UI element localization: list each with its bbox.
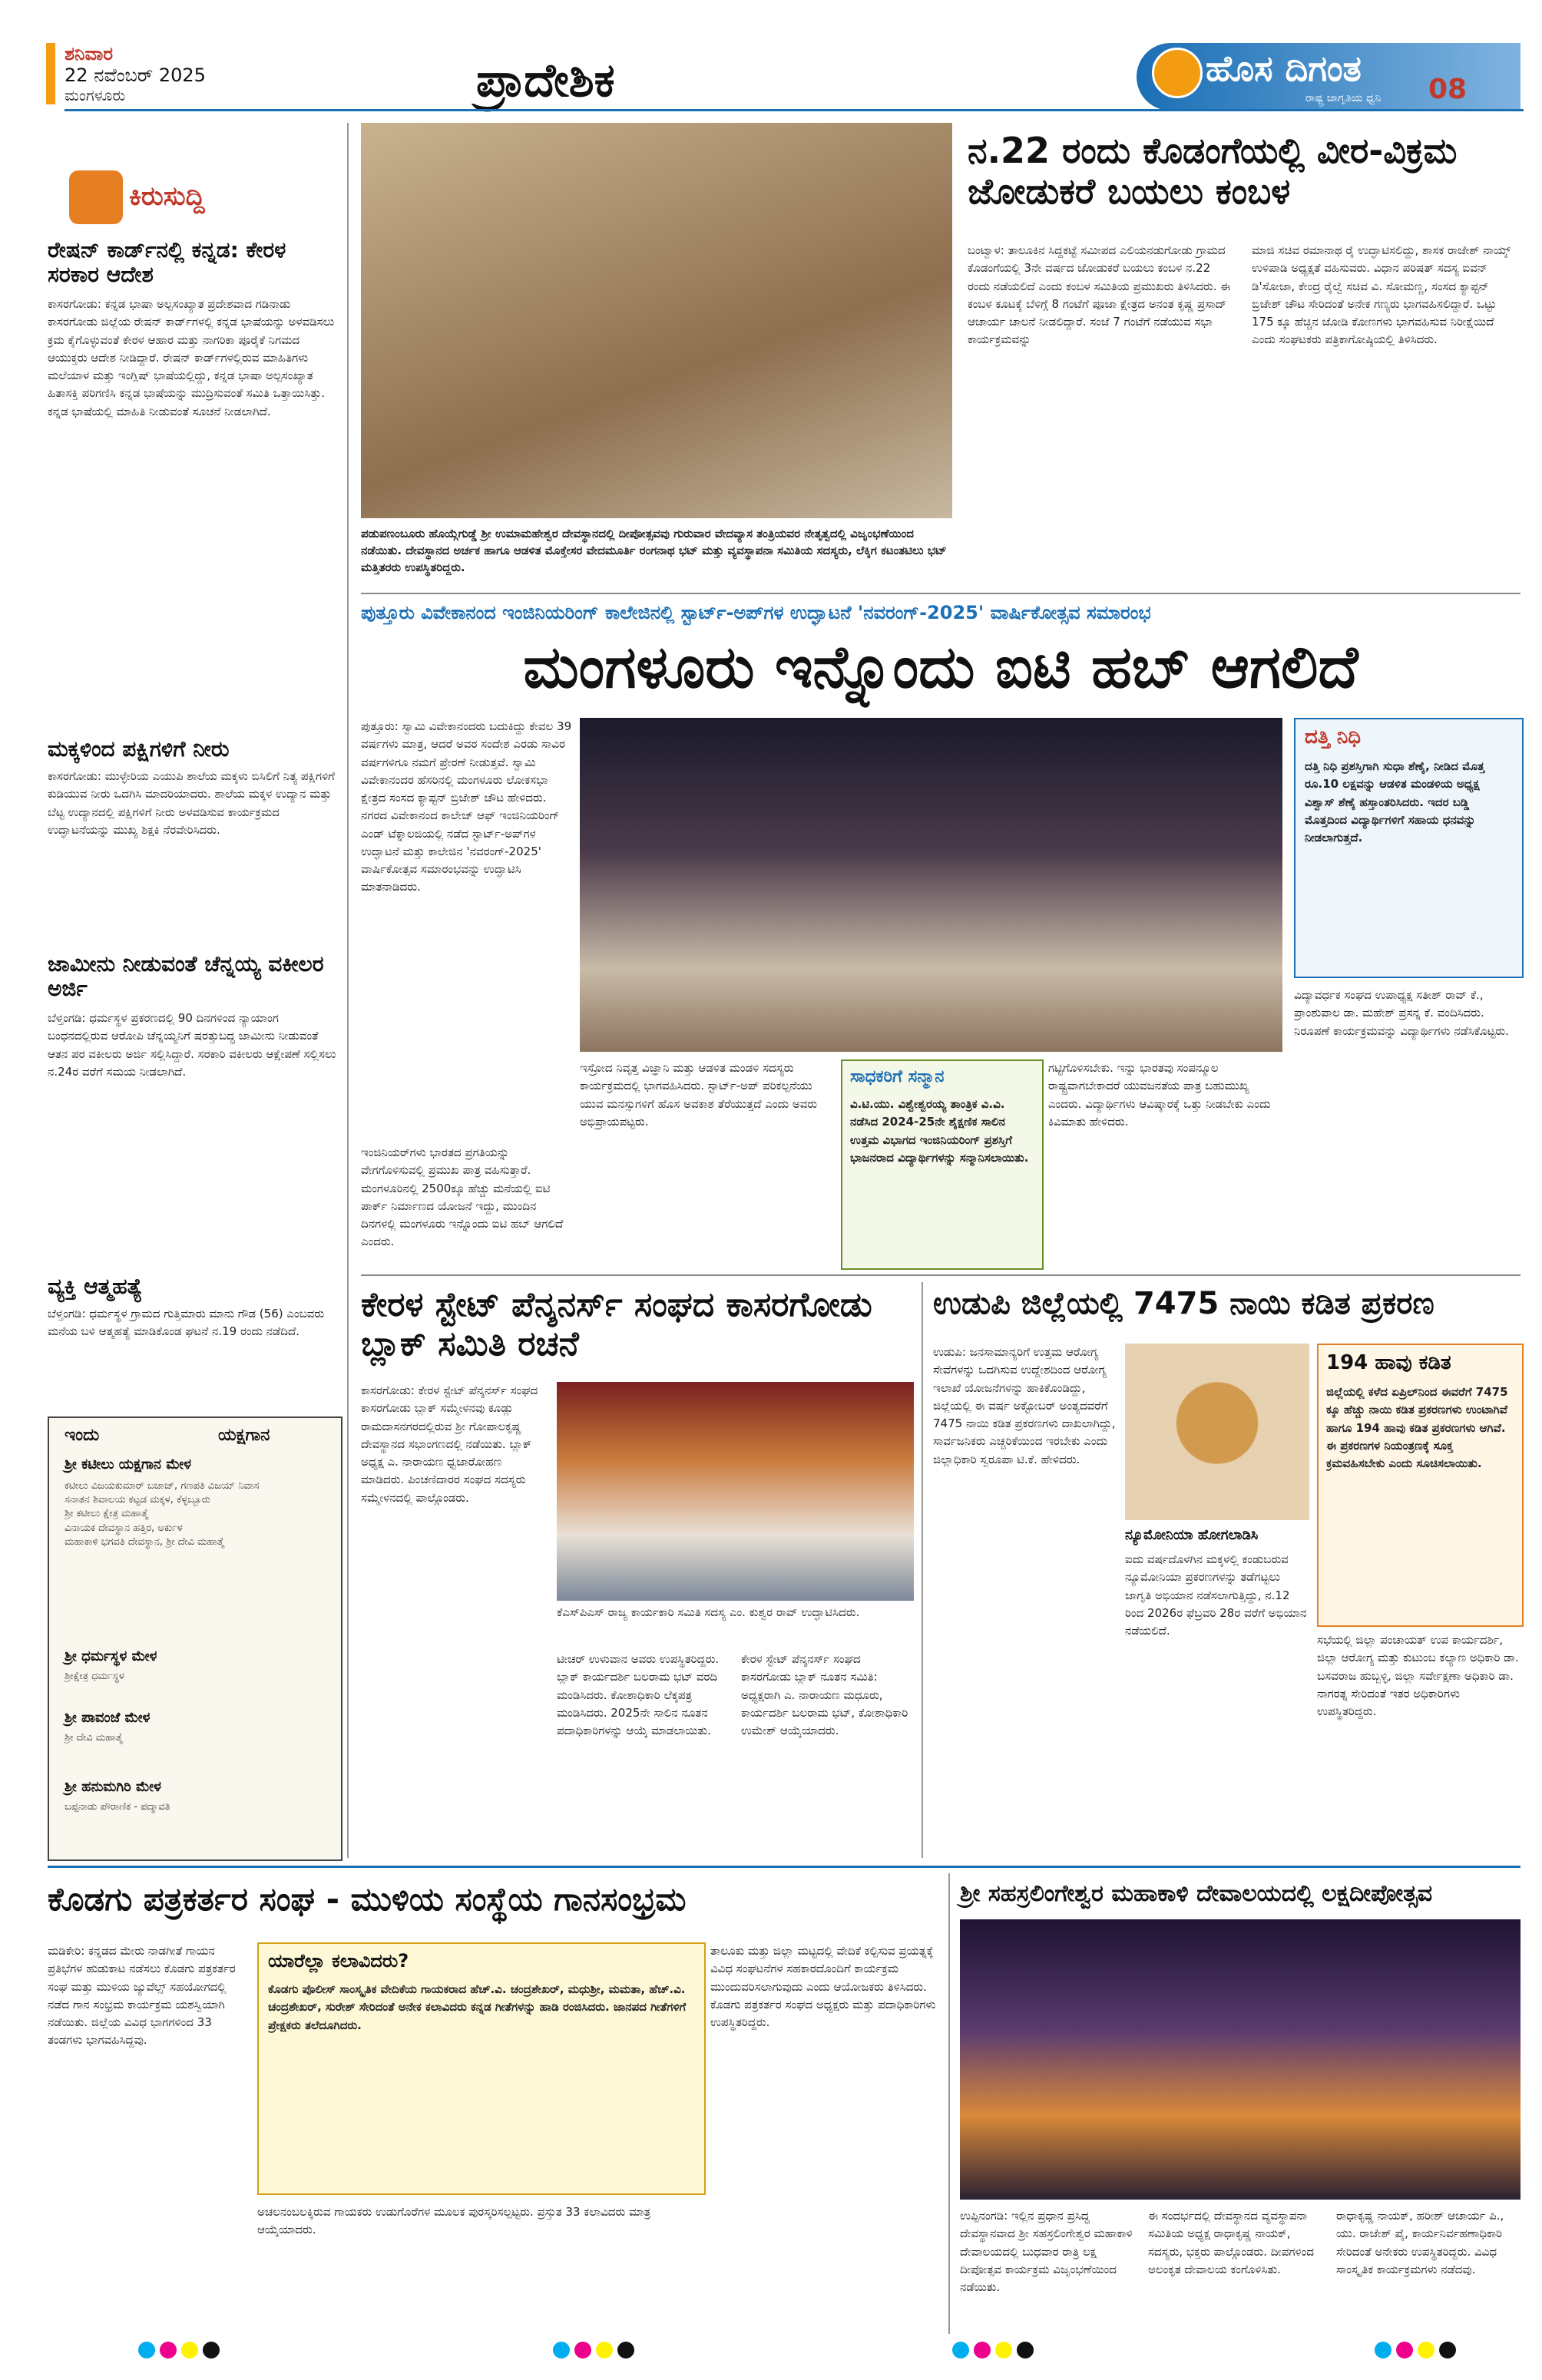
brief-headline: ಜಾಮೀನು ನೀಡುವಂತೆ ಚೆನ್ನಯ್ಯ ವಕೀಲರ ಅರ್ಜಿ bbox=[48, 951, 324, 1002]
mela-row: ಶ್ರೀಕ್ಷೇತ್ರ ಧರ್ಮಸ್ಥಳ bbox=[65, 1671, 124, 1682]
snake-bite-box bbox=[1317, 1344, 1524, 1627]
yakshagana-title: ಯಕ್ಷಗಾನ bbox=[218, 1426, 270, 1445]
top-story-headline: ನ.22 ರಂದು ಕೊಡಂಗೆಯಲ್ಲಿ ವೀರ-ವಿಕ್ರಮ ಜೋಡುಕರೆ ಬಯಲು ಕಂಬಳ bbox=[968, 130, 1458, 212]
magenta-dot-icon bbox=[1396, 2342, 1413, 2359]
top-story-col: ಮಾಜಿ ಸಚಿವ ರಮಾನಾಥ ರೈ ಉದ್ಘಾಟಿಸಲಿದ್ದು, ಶಾಸಕ ರಾಜೇಶ್ ನಾಯ್ಕ್ ಉಳಿಪಾಡಿ ಅಧ್ಯಕ್ಷತೆ ವಹಿಸುವರು. ವಿಧಾನ ಪರಿಷತ್ ಸದಸ್ಯ ಐವನ್ ಡಿ'ಸೋಜಾ, ಕೇಂದ್ರ ರೈಲ್ವೆ ಸಚಿವ ವಿ. ಸೋಮಣ್ಣ, ಸಂಸದ ಕ್ಯಾಪ್ಟನ್ ಬ್ರಿಜೇಶ್ ಚೌಟ ಸೇರಿದಂತೆ ಅನೇಕ ಗಣ್ಯರು ಭಾಗವಹಿಸಲಿದ್ದಾರೆ. ಒಟ್ಟು 175 ಕ್ಕೂ ಹೆಚ್ಚಿನ ಜೋಡಿ ಕೋಣಗಳು ಭಾಗವಹಿಸುವ ನಿರೀಕ್ಷೆಯಿದೆ ಎಂದು ಸಂಘಟಕರು ಪತ್ರಿಕಾಗೋಷ್ಠಿಯಲ್ಲಿ ತಿಳಿಸಿದರು. bbox=[1252, 243, 1511, 347]
hand-icon bbox=[69, 170, 123, 224]
cyan-dot-icon bbox=[952, 2342, 969, 2359]
mela-row: ಕಟೀಲು ವಿಜಯಕುಮಾರ್ ಬಜಾಜ್, ಗಣಪತಿ ವಿಜಯ್ ನಿವಾಸ bbox=[65, 1480, 260, 1492]
black-dot-icon bbox=[1439, 2342, 1456, 2359]
black-dot-icon bbox=[617, 2342, 634, 2359]
box-body: ವಿ.ಟಿ.ಯು. ವಿಶ್ವೇಶ್ವರಯ್ಯ ತಾಂತ್ರಿಕ ವಿ.ವಿ. ನಡೆಸಿದ 2024-25ನೇ ಶೈಕ್ಷಣಿಕ ಸಾಲಿನ ಉತ್ತಮ ವಿಭಾಗದ ಇಂಜಿನಿಯರಿಂಗ್ ಪ್ರಶಸ್ತಿಗೆ ಭಾಜನರಾದ ವಿದ್ಯಾರ್ಥಿಗಳನ್ನು ಸನ್ಮಾನಿಸಲಾಯಿತು. bbox=[850, 1097, 1029, 1165]
yakshagana-box bbox=[48, 1416, 342, 1861]
magenta-dot-icon bbox=[160, 2342, 177, 2359]
brief-body: ಬೆಳ್ತಂಗಡಿ: ಧರ್ಮಸ್ಥಳ ಗ್ರಾಮದ ಗುತ್ತಿಮಾರು ಮಾನು ಗೌಡ (56) ಎಂಬವರು ಮನೆಯ ಬಳಿ ಆತ್ಮಹತ್ಯೆ ಮಾಡಿಕೊಂಡ ಘಟನೆ ನ.19 ರಂದು ನಡೆದಿದೆ. bbox=[48, 1307, 325, 1339]
cyan-dot-icon bbox=[553, 2342, 570, 2359]
mela-name: ಶ್ರೀ ಪಾವಂಜೆ ಮೇಳ bbox=[65, 1710, 151, 1726]
magenta-dot-icon bbox=[974, 2342, 991, 2359]
header-accent-bar bbox=[46, 43, 55, 104]
lead-col: ಗಟ್ಟಿಗೊಳಿಸಬೇಕು. ಇನ್ನು ಭಾರತವು ಸಂಪನ್ಮೂಲ ರಾಷ್ಟ್ರವಾಗಬೇಕಾದರೆ ಯುವಜನತೆಯ ಪಾತ್ರ ಬಹುಮುಖ್ಯ ಎಂದರು. ವಿದ್ಯಾರ್ಥಿಗಳು ಆವಿಷ್ಕಾರಕ್ಕೆ ಒತ್ತು ನೀಡಬೇಕು ಎಂದು ಕಿವಿಮಾತು ಹೇಳಿದರು. bbox=[1048, 1061, 1271, 1129]
artists-box bbox=[257, 1942, 706, 2195]
brief-body: ಕಾಸರಗೋಡು: ಕನ್ನಡ ಭಾಷಾ ಅಲ್ಪಸಂಖ್ಯಾತ ಪ್ರದೇಶವಾದ ಗಡಿನಾಡು ಕಾಸರಗೋಡು ಜಿಲ್ಲೆಯ ರೇಷನ್ ಕಾರ್ಡ್‌ಗಳಲ್ಲಿ ಕನ್ನಡ ಭಾಷೆಯನ್ನು ಅಳವಡಿಸಲು ಕ್ರಮ ಕೈಗೊಳ್ಳುವಂತೆ ಕೇರಳ ಆಹಾರ ಮತ್ತು ನಾಗರಿಕಾ ಪೂರೈಕೆ ನಿಗಮದ ಆಯುಕ್ತರು ಆದೇಶ ನೀಡಿದ್ದಾರೆ. ರೇಷನ್ ಕಾರ್ಡ್‌ಗಳಲ್ಲಿರುವ ಮಾಹಿತಿಗಳು ಮಲೆಯಾಳ ಮತ್ತು ಇಂಗ್ಲಿಷ್ ಭಾಷೆಯಲ್ಲಿದ್ದು, ಕನ್ನಡ ಭಾಷಾ ಅಲ್ಪಸಂಖ್ಯಾತ ಹಿತಾಸಕ್ತಿ ಪರಿಗಣಿಸಿ ಕನ್ನಡ ಭಾಷೆಯನ್ನು ಮುದ್ರಿಸುವಂತೆ ಸಮಿತಿ ಒತ್ತಾಯಿಸಿತ್ತು. ಕನ್ನಡ ಭಾಷೆಯಲ್ಲಿ ಮಾಹಿತಿ ನೀಡುವಂತೆ ಸೂಚನೆ ನೀಡಲಾಗಿದೆ. bbox=[48, 297, 335, 418]
mela-row: ವಿನಾಯಕ ದೇವಸ್ಥಾನ ಹತ್ತಿರ, ಅರ್ಕುಳ bbox=[65, 1522, 183, 1534]
cyan-dot-icon bbox=[138, 2342, 155, 2359]
lead-headline: ಮಂಗಳೂರು ಇನ್ನೊಂದು ಐಟಿ ಹಬ್ ಆಗಲಿದೆ bbox=[523, 633, 1358, 701]
photo-caption: ಕೆಎಸ್‌ಪಿಎಸ್ ರಾಜ್ಯ ಕಾರ್ಯಕಾರಿ ಸಮಿತಿ ಸದಸ್ಯ ಎಂ. ಕುಶ್ವರ ರಾವ್ ಉದ್ಘಾಟಿಸಿದರು. bbox=[557, 1605, 860, 1619]
yellow-dot-icon bbox=[995, 2342, 1012, 2359]
lead-col: ಇಸ್ರೋದ ನಿವೃತ್ತ ವಿಜ್ಞಾನಿ ಮತ್ತು ಆಡಳಿತ ಮಂಡಳಿ ಸದಸ್ಯರು ಕಾರ್ಯಕ್ರಮದಲ್ಲಿ ಭಾಗವಹಿಸಿದರು. ಸ್ಟಾರ್ಟ್-ಅಪ್ ಪರಿಕಲ್ಪನೆಯು ಯುವ ಮನಸ್ಸುಗಳಿಗೆ ಹೊಸ ಅವಕಾಶ ತೆರೆಯುತ್ತದೆ ಎಂದು ಅವರು ಅಭಿಪ್ರಾಯಪಟ್ಟರು. bbox=[580, 1061, 818, 1129]
brand-tagline: ರಾಷ್ಟ್ರ ಜಾಗೃತಿಯ ಧ್ವನಿ bbox=[1305, 92, 1382, 104]
yellow-dot-icon bbox=[181, 2342, 198, 2359]
registration-marks bbox=[952, 2342, 1038, 2362]
deepotsava-headline: ಶ್ರೀ ಸಹಸ್ರಲಿಂಗೇಶ್ವರ ಮಹಾಕಾಳಿ ದೇವಾಲಯದಲ್ಲಿ ಲಕ್ಷದೀಪೋತ್ಸವ bbox=[960, 1880, 1433, 1907]
kodagu-col: ತಾಲೂಕು ಮತ್ತು ಜಿಲ್ಲಾ ಮಟ್ಟದಲ್ಲಿ ವೇದಿಕೆ ಕಲ್ಪಿಸುವ ಪ್ರಯತ್ನಕ್ಕೆ ವಿವಿಧ ಸಂಘಟನೆಗಳ ಸಹಕಾರದೊಂದಿಗೆ ಕಾರ್ಯಕ್ರಮ ಮುಂದುವರಿಸಲಾಗುವುದು ಎಂದು ಆಯೋಜಕರು ತಿಳಿಸಿದರು. ಕೊಡಗು ಪತ್ರಕರ್ತರ ಸಂಘದ ಅಧ್ಯಕ್ಷರು ಮತ್ತು ಪದಾಧಿಕಾರಿಗಳು ಉಪಸ್ಥಿತರಿದ್ದರು. bbox=[710, 1944, 936, 2029]
black-dot-icon bbox=[203, 2342, 220, 2359]
box-title: ಸಾಧಕರಿಗೆ ಸನ್ಮಾನ bbox=[850, 1067, 945, 1086]
dog-photo bbox=[1125, 1344, 1309, 1520]
deepotsava-col: ಉಪ್ಪಿನಂಗಡಿ: ಇಲ್ಲಿನ ಪ್ರಧಾನ ಪ್ರಸಿದ್ಧ ದೇವಸ್ಥಾನವಾದ ಶ್ರೀ ಸಹಸ್ರಲಿಂಗೇಶ್ವರ ಮಹಾಕಾಳಿ ದೇವಾಲಯದಲ್ಲಿ ಬುಧವಾರ ರಾತ್ರಿ ಲಕ್ಷ ದೀಪೋತ್ಸವ ಕಾರ್ಯಕ್ರಮ ವಿಜೃಂಭಣೆಯಿಂದ ನಡೆಯಿತು. bbox=[960, 2209, 1133, 2294]
header-day: ಶನಿವಾರ bbox=[65, 43, 114, 64]
box-body: ಜಿಲ್ಲೆಯಲ್ಲಿ ಕಳೆದ ಏಪ್ರಿಲ್‌ನಿಂದ ಈವರೆಗೆ 7475 ಕ್ಕೂ ಹೆಚ್ಚು ನಾಯಿ ಕಡಿತ ಪ್ರಕರಣಗಳು ಉಂಟಾಗಿವೆ ಹಾಗೂ 194 ಹಾವು ಕಡಿತ ಪ್ರಕರಣಗಳು ಆಗಿವೆ. ಈ ಪ್ರಕರಣಗಳ ನಿಯಂತ್ರಣಕ್ಕೆ ಸೂಕ್ತ ಕ್ರಮವಹಿಸಬೇಕು ಎಂದು ಸೂಚಿಸಲಾಯಿತು. bbox=[1326, 1385, 1508, 1470]
kodagu-headline: ಕೊಡಗು ಪತ್ರಕರ್ತರ ಸಂಘ - ಮುಳಿಯ ಸಂಸ್ಥೆಯ ಗಾನಸಂಭ್ರಮ bbox=[48, 1880, 687, 1918]
inauguration-stage-photo bbox=[580, 718, 1282, 1052]
column-divider bbox=[922, 1282, 923, 1858]
lakshadeepotsava-photo bbox=[960, 1919, 1520, 2200]
page-number: 08 bbox=[1428, 74, 1468, 105]
header-city: ಮಂಗಳೂರು bbox=[65, 86, 126, 104]
header-rule bbox=[65, 109, 1524, 111]
header-date: 22 ನವೆಂಬರ್ 2025 bbox=[65, 64, 206, 86]
brand-logo-icon bbox=[1152, 48, 1203, 98]
black-dot-icon bbox=[1017, 2342, 1034, 2359]
datti-nidhi-box bbox=[1294, 718, 1524, 978]
mela-name: ಶ್ರೀ ಹನುಮಗಿರಿ ಮೇಳ bbox=[65, 1779, 161, 1795]
column-divider bbox=[948, 1873, 950, 2334]
mela-row: ಶ್ರೀ ದೇವಿ ಮಹಾತ್ಮೆ bbox=[65, 1732, 123, 1744]
lead-col: ಇಂಜಿನಿಯರ್‌ಗಳು ಭಾರತದ ಪ್ರಗತಿಯನ್ನು ವೇಗಗೊಳಿಸುವಲ್ಲಿ ಪ್ರಮುಖ ಪಾತ್ರ ವಹಿಸುತ್ತಾರೆ. ಮಂಗಳೂರಿನಲ್ಲಿ 2500ಕ್ಕೂ ಹೆಚ್ಚು ಮನೆಯಲ್ಲಿ ಐಟಿ ಪಾರ್ಕ್ ನಿರ್ಮಾಣದ ಯೋಜನೆ ಇದ್ದು, ಮುಂದಿನ ದಿನಗಳಲ್ಲಿ ಮಂಗಳೂರು ಇನ್ನೊಂದು ಐಟಿ ಹಬ್ ಆಗಲಿದೆ ಎಂದರು. bbox=[361, 1145, 564, 1249]
brief-headline: ರೇಷನ್ ಕಾರ್ಡ್‌ನಲ್ಲಿ ಕನ್ನಡ: ಕೇರಳ ಸರಕಾರ ಆದೇಶ bbox=[48, 237, 286, 288]
row-divider bbox=[361, 593, 1520, 594]
lead-col: ಪುತ್ತೂರು: ಸ್ವಾಮಿ ವಿವೇಕಾನಂದರು ಬದುಕಿದ್ದು ಕೇವಲ 39 ವರ್ಷಗಳು ಮಾತ್ರ, ಆದರೆ ಅವರ ಸಂದೇಶ ಎರಡು ಸಾವಿರ ವರ್ಷಗಳಿಗೂ ನಮಗೆ ಪ್ರೇರಣೆ ನೀಡುತ್ತವೆ. ಸ್ವಾಮಿ ವಿವೇಕಾನಂದರ ಹೆಸರಿನಲ್ಲಿ ಮಂಗಳೂರು ಲೋಕಸಭಾ ಕ್ಷೇತ್ರದ ಸಂಸದ ಕ್ಯಾಪ್ಟನ್ ಬ್ರಿಜೇಶ್ ಚೌಟ ಹೇಳಿದರು. ನಗರದ ವಿವೇಕಾನಂದ ಕಾಲೇಜ್ ಆಫ್ ಇಂಜಿನಿಯರಿಂಗ್ ಎಂಡ್ ಟೆಕ್ನಾಲಜಿಯಲ್ಲಿ ನಡೆದ ಸ್ಟಾರ್ಟ್-ಅಪ್‌ಗಳ ಉದ್ಘಾಟನೆ ಮತ್ತು ಕಾಲೇಜಿನ 'ನವರಂಗ್-2025' ವಾರ್ಷಿಕೋತ್ಸವ ಸಮಾರಂಭವನ್ನು ಉದ್ಘಾಟಿಸಿ ಮಾತನಾಡಿದರು. bbox=[361, 719, 572, 894]
dogs-subhead: ನ್ಯೂಮೋನಿಯಾ ಹೋಗಲಾಡಿಸಿ bbox=[1125, 1527, 1259, 1543]
brand-name: ಹೊಸ ದಿಗಂತ bbox=[1206, 48, 1362, 89]
box-body: ದತ್ತಿ ನಿಧಿ ಪ್ರಶಸ್ತಿಗಾಗಿ ಸುಧಾ ಶೆಣೈ, ನೀಡಿದ ಮೊತ್ತ ರೂ.10 ಲಕ್ಷವನ್ನು ಆಡಳಿತ ಮಂಡಳಿಯ ಅಧ್ಯಕ್ಷ ವಿಶ್ವಾಸ್ ಶೆಣೈ ಹಸ್ತಾಂತರಿಸಿದರು. ಇದರ ಬಡ್ಡಿ ಮೊತ್ತದಿಂದ ವಿದ್ಯಾರ್ಥಿಗಳಿಗೆ ಸಹಾಯ ಧನವನ್ನು ನೀಡಲಾಗುತ್ತದೆ. bbox=[1305, 759, 1485, 845]
lead-kicker: ಪುತ್ತೂರು ವಿವೇಕಾನಂದ ಇಂಜಿನಿಯರಿಂಗ್ ಕಾಲೇಜಿನಲ್ಲಿ ಸ್ಟಾರ್ಟ್-ಅಪ್‌ಗಳ ಉದ್ಘಾಟನೆ 'ನವರಂಗ್-2025' ವಾರ್ಷಿಕೋತ್ಸವ ಸಮಾರಂಭ bbox=[361, 602, 1151, 623]
kodagu-col: ಮಡಿಕೇರಿ: ಕನ್ನಡದ ಮೇರು ನಾಡಗೀತೆ ಗಾಯನ ಪ್ರತಿಭೆಗಳ ಹುಡುಕಾಟ ನಡೆಸಲು ಕೊಡಗು ಪತ್ರಕರ್ತರ ಸಂಘ ಮತ್ತು ಮುಳಿಯ ಜ್ಯುವೆಲ್ಸ್ ಸಹಯೋಗದಲ್ಲಿ ನಡೆದ ಗಾನ ಸಂಭ್ರಮ ಕಾರ್ಯಕ್ರಮ ಯಶಸ್ವಿಯಾಗಿ ನಡೆಯಿತು. ಜಿಲ್ಲೆಯ ವಿವಿಧ ಭಾಗಗಳಿಂದ 33 ತಂಡಗಳು ಭಾಗವಹಿಸಿದ್ದವು. bbox=[48, 1944, 236, 2048]
yellow-dot-icon bbox=[1418, 2342, 1434, 2359]
box-title: ದತ್ತಿ ನಿಧಿ bbox=[1305, 726, 1362, 749]
pension-col: ಕೇರಳ ಸ್ಟೇಟ್ ಪೆನ್ಶನರ್ಸ್ ಸಂಘದ ಕಾಸರಗೋಡು ಬ್ಲಾಕ್ ನೂತನ ಸಮಿತಿ: ಅಧ್ಯಕ್ಷರಾಗಿ ಎ. ನಾರಾಯಣ ಮಧೂರು, ಕಾರ್ಯದರ್ಶಿ ಬಲರಾಮ ಭಟ್, ಕೋಶಾಧಿಕಾರಿ ಉಮೇಶ್ ಆಯ್ಕೆಯಾದರು. bbox=[741, 1652, 908, 1737]
section-title: ಪ್ರಾದೇಶಿಕ bbox=[476, 54, 615, 107]
kodagu-col: ಅಚಲನಂಬಲಕ್ಕಿರುವ ಗಾಯಕರು ಉಡುಗೊರೆಗಳ ಮೂಲಕ ಪುರಸ್ಕರಿಸಲ್ಪಟ್ಟರು. ಪ್ರಸ್ತುತ 33 ಕಲಾವಿದರು ಮಾತ್ರ ಆಯ್ಕೆಯಾದರು. bbox=[257, 2205, 651, 2237]
pension-col: ಟೀಚರ್ ಉಳುವಾನ ಅವರು ಉಪಸ್ಥಿತರಿದ್ದರು. ಬ್ಲಾಕ್ ಕಾರ್ಯದರ್ಶಿ ಬಲರಾಮ ಭಟ್ ವರದಿ ಮಂಡಿಸಿದರು. ಕೋಶಾಧಿಕಾರಿ ಲೆಕ್ಕಪತ್ರ ಮಂಡಿಸಿದರು. 2025ನೇ ಸಾಲಿನ ನೂತನ ಪದಾಧಿಕಾರಿಗಳನ್ನು ಆಯ್ಕೆ ಮಾಡಲಾಯಿತು. bbox=[557, 1652, 720, 1737]
yellow-dot-icon bbox=[596, 2342, 613, 2359]
registration-marks bbox=[138, 2342, 224, 2362]
brief-body: ಕಾಸರಗೋಡು: ಮುಳ್ಳೇರಿಯ ಎಯುಪಿ ಶಾಲೆಯ ಮಕ್ಕಳು ಬಿಸಿಲಿಗೆ ನಿತ್ಯ ಪಕ್ಷಿಗಳಿಗೆ ಕುಡಿಯುವ ನೀರು ಒದಗಿಸಿ ಮಾದರಿಯಾದರು. ಶಾಲೆಯ ಮಕ್ಕಳ ಉದ್ಯಾನ ಮತ್ತು ಬೆಟ್ಟ ಉದ್ಯಾನದಲ್ಲಿ ಪಕ್ಷಿಗಳಿಗೆ ನೀರು ಅಳವಡಿಸುವ ಕಾರ್ಯಕ್ರಮದ ಉದ್ಘಾಟನೆಯನ್ನು ಮುಖ್ಯ ಶಿಕ್ಷಕಿ ನೆರವೇರಿಸಿದರು. bbox=[48, 769, 335, 837]
box-body: ಕೊಡಗು ಪೊಲೀಸ್ ಸಾಂಸ್ಕೃತಿಕ ವೇದಿಕೆಯ ಗಾಯಕರಾದ ಹೆಚ್.ವಿ. ಚಂದ್ರಶೇಖರ್, ಮಧುಶ್ರೀ, ಮಮತಾ, ಹೆಚ್.ವಿ. ಚಂದ್ರಶೇಖರ್, ಸುರೇಶ್ ಸೇರಿದಂತೆ ಅನೇಕ ಕಲಾವಿದರು ಕನ್ನಡ ಗೀತೆಗಳನ್ನು ಹಾಡಿ ರಂಜಿಸಿದರು. ಜಾನಪದ ಗೀತೆಗಳಿಗೆ ಪ್ರೇಕ್ಷಕರು ತಲೆದೂಗಿದರು. bbox=[268, 1982, 687, 2032]
brief-headline: ಮಕ್ಕಳಿಂದ ಪಕ್ಷಿಗಳಿಗೆ ನೀರು bbox=[48, 736, 230, 762]
brief-headline: ವ್ಯಕ್ತಿ ಆತ್ಮಹತ್ಯೆ bbox=[48, 1274, 143, 1299]
column-divider bbox=[347, 123, 349, 1858]
row-divider bbox=[361, 1274, 1520, 1276]
top-story-col: ಬಂಟ್ವಾಳ: ತಾಲೂಕಿನ ಸಿದ್ದಕಟ್ಟೆ ಸಮೀಪದ ಎಲಿಯನಡುಗೋಡು ಗ್ರಾಮದ ಕೊಡಂಗೆಯಲ್ಲಿ 3ನೇ ವರ್ಷದ ಜೋಡುಕರೆ ಬಯಲು ಕಂಬಳ ನ.22 ರಂದು ನಡೆಯಲಿದೆ ಎಂದು ಕಂಬಳ ಸಮಿತಿಯ ಪ್ರಮುಖರು ತಿಳಿಸಿದರು. ಈ ಕಂಬಳ ಕೂಟಕ್ಕೆ ಬೆಳಿಗ್ಗೆ 8 ಗಂಟೆಗೆ ಪೂಜಾ ಕ್ಷೇತ್ರದ ಅನಂತ ಕೃಷ್ಣ ಪ್ರಸಾದ್ ಆಚಾರ್ಯ ಚಾಲನೆ ನೀಡಲಿದ್ದಾರೆ. ಸಂಜೆ 7 ಗಂಟೆಗೆ ನಡೆಯುವ ಸಭಾ ಕಾರ್ಯಕ್ರಮವನ್ನು bbox=[968, 243, 1231, 347]
deepotsava-col: ಈ ಸಂದರ್ಭದಲ್ಲಿ ದೇವಸ್ಥಾನದ ವ್ಯವಸ್ಥಾಪನಾ ಸಮಿತಿಯ ಅಧ್ಯಕ್ಷ ರಾಧಾಕೃಷ್ಣ ನಾಯಕ್, ಸದಸ್ಯರು, ಭಕ್ತರು ಪಾಲ್ಗೊಂಡರು. ದೀಪಗಳಿಂದ ಅಲಂಕೃತ ದೇವಾಲಯ ಕಂಗೊಳಿಸಿತು. bbox=[1148, 2209, 1315, 2276]
sadhaka-box bbox=[841, 1059, 1044, 1270]
box-title: ಯಾರೆಲ್ಲಾ ಕಲಾವಿದರು? bbox=[268, 1950, 409, 1972]
pension-headline: ಕೇರಳ ಸ್ಟೇಟ್ ಪೆನ್ಶನರ್ಸ್ ಸಂಘದ ಕಾಸರಗೋಡು ಬ್ಲಾಕ್ ಸಮಿತಿ ರಚನೆ bbox=[361, 1285, 872, 1364]
registration-marks bbox=[1375, 2342, 1461, 2362]
pension-col: ಕಾಸರಗೋಡು: ಕೇರಳ ಸ್ಟೇಟ್ ಪೆನ್ಶನರ್ಸ್ ಸಂಘದ ಕಾಸರಗೋಡು ಬ್ಲಾಕ್ ಸಮ್ಮೇಳನವು ಕೂಡ್ಲು ರಾಮದಾಸನಗರದಲ್ಲಿರುವ ಶ್ರೀ ಗೋಪಾಲಕೃಷ್ಣ ದೇವಸ್ಥಾನದ ಸಭಾಂಗಣದಲ್ಲಿ ನಡೆಯಿತು. ಬ್ಲಾಕ್ ಅಧ್ಯಕ್ಷ ಎ. ನಾರಾಯಣ ಧ್ವಜಾರೋಹಣ ಮಾಡಿದರು. ಪಿಂಚಣಿದಾರರ ಸಂಘದ ಸದಸ್ಯರು ಸಮ್ಮೇಳನದಲ್ಲಿ ಪಾಲ್ಗೊಂಡರು. bbox=[361, 1383, 538, 1505]
mela-name: ಶ್ರೀ ಕಟೀಲು ಯಕ್ಷಗಾನ ಮೇಳ bbox=[65, 1456, 191, 1473]
deepotsava-col: ರಾಧಾಕೃಷ್ಣ ನಾಯಕ್, ಹರೀಶ್ ಆಚಾರ್ಯ ಪಿ., ಯು. ರಾಜೇಶ್ ಪೈ, ಕಾರ್ಯನಿರ್ವಹಣಾಧಿಕಾರಿ ಸೇರಿದಂತೆ ಅನೇಕರು ಉಪಸ್ಥಿತರಿದ್ದರು. ವಿವಿಧ ಸಾಂಸ್ಕೃತಿಕ ಕಾರ್ಯಕ್ರಮಗಳು ನಡೆದವು. bbox=[1336, 2209, 1504, 2276]
dogs-col: ಉಡುಪಿ: ಜನಸಾಮಾನ್ಯರಿಗೆ ಉತ್ತಮ ಆರೋಗ್ಯ ಸೇವೆಗಳನ್ನು ಒದಗಿಸುವ ಉದ್ದೇಶದಿಂದ ಆರೋಗ್ಯ ಇಲಾಖೆ ಯೋಜನೆಗಳನ್ನು ಹಾಕಿಕೊಂಡಿದ್ದು, ಜಿಲ್ಲೆಯಲ್ಲಿ ಈ ವರ್ಷ ಅಕ್ಟೋಬರ್ ಅಂತ್ಯದವರೆಗೆ 7475 ನಾಯಿ ಕಡಿತ ಪ್ರಕರಣಗಳು ದಾಖಲಾಗಿದ್ದು, ಸಾರ್ವಜನಿಕರು ಎಚ್ಚರಿಕೆಯಿಂದ ಇರಬೇಕು ಎಂದು ಜಿಲ್ಲಾಧಿಕಾರಿ ಸ್ವರೂಪಾ ಟಿ.ಕೆ. ಹೇಳಿದರು. bbox=[933, 1345, 1116, 1466]
mela-row: ಮಹಾಕಾಳಿ ಭಗವತಿ ದೇವಸ್ಥಾನ, ಶ್ರೀ ದೇವಿ ಮಹಾತ್ಮೆ bbox=[65, 1535, 225, 1548]
mela-name: ಶ್ರೀ ಧರ್ಮಸ್ಥಳ ಮೇಳ bbox=[65, 1648, 157, 1664]
box-title: 194 ಹಾವು ಕಡಿತ bbox=[1326, 1351, 1451, 1374]
magenta-dot-icon bbox=[574, 2342, 591, 2359]
dogs-headline: ಉಡುಪಿ ಜಿಲ್ಲೆಯಲ್ಲಿ 7475 ನಾಯಿ ಕಡಿತ ಪ್ರಕರಣ bbox=[933, 1286, 1434, 1321]
temple-procession-photo bbox=[361, 123, 952, 518]
brief-body: ಬೆಳ್ತಂಗಡಿ: ಧರ್ಮಸ್ಥಳ ಪ್ರಕರಣದಲ್ಲಿ 90 ದಿನಗಳಿಂದ ನ್ಯಾಯಾಂಗ ಬಂಧನದಲ್ಲಿರುವ ಆರೋಪಿ ಚೆನ್ನಯ್ಯನಿಗೆ ಷರತ್ತುಬದ್ಧ ಜಾಮೀನು ನೀಡುವಂತೆ ಆತನ ಪರ ವಕೀಲರು ಅರ್ಜಿ ಸಲ್ಲಿಸಿದ್ದಾರೆ. ಸರಕಾರಿ ವಕೀಲರು ಆಕ್ಷೇಪಣೆ ಸಲ್ಲಿಸಲು ನ.24ರ ವರೆಗೆ ಸಮಯ ನೀಡಲಾಗಿದೆ. bbox=[48, 1011, 336, 1079]
pension-meeting-photo bbox=[557, 1382, 914, 1601]
registration-marks bbox=[553, 2342, 639, 2362]
mela-row: ಶ್ರೀ ಕಟೀಲು ಕ್ಷೇತ್ರ ಮಹಾತ್ಮೆ bbox=[65, 1508, 149, 1520]
photo-caption: ಪಡುಪಣಂಬೂರು ಹೊಯ್ಗೆಗುಡ್ಡೆ ಶ್ರೀ ಉಮಾಮಹೇಶ್ವರ ದೇವಸ್ಥಾನದಲ್ಲಿ ದೀಪೋತ್ಸವವು ಗುರುವಾರ ವೇದವ್ಯಾಸ ತಂತ್ರಿಯವರ ನೇತೃತ್ವದಲ್ಲಿ ವಿಜೃಂಭಣೆಯಿಂದ ನಡೆಯಿತು. ದೇವಸ್ಥಾನದ ಅರ್ಚಕ ಹಾಗೂ ಆಡಳಿತ ಮೊಕ್ತೇಸರ ವೇದಮೂರ್ತಿ ರಂಗನಾಥ ಭಟ್ ಮತ್ತು ವ್ಯವಸ್ಥಾಪನಾ ಸಮಿತಿಯ ಸದಸ್ಯರು, ಲೆಕ್ಕಿಗ ಕಟಂತಟಿಲು ಭಟ್ ಮತ್ತಿತರರು ಉಪಸ್ಥಿತರಿದ್ದರು. bbox=[361, 527, 947, 574]
dogs-col: ಸಭೆಯಲ್ಲಿ ಜಿಲ್ಲಾ ಪಂಚಾಯತ್ ಉಪ ಕಾರ್ಯದರ್ಶಿ, ಜಿಲ್ಲಾ ಆರೋಗ್ಯ ಮತ್ತು ಕುಟುಂಬ ಕಲ್ಯಾಣ ಅಧಿಕಾರಿ ಡಾ. ಬಸವರಾಜ ಹುಬ್ಬಳ್ಳಿ, ಜಿಲ್ಲಾ ಸರ್ವೇಕ್ಷಣಾ ಅಧಿಕಾರಿ ಡಾ. ನಾಗರತ್ನ ಸೇರಿದಂತೆ ಇತರ ಅಧಿಕಾರಿಗಳು ಉಪಸ್ಥಿತರಿದ್ದರು. bbox=[1317, 1633, 1519, 1718]
row-divider bbox=[48, 1866, 1520, 1868]
yakshagana-today: ಇಂದು bbox=[65, 1426, 100, 1445]
lead-col: ವಿದ್ಯಾವರ್ಧಕ ಸಂಘದ ಉಪಾಧ್ಯಕ್ಷ ಸತೀಶ್ ರಾವ್ ಕೆ., ಪ್ರಾಂಶುಪಾಲ ಡಾ. ಮಹೇಶ್ ಪ್ರಸನ್ನ ಕೆ. ವಂದಿಸಿದರು. ನಿರೂಪಣೆ ಕಾರ್ಯಕ್ರಮವನ್ನು ವಿದ್ಯಾರ್ಥಿಗಳು ನಡೆಸಿಕೊಟ್ಟರು. bbox=[1294, 988, 1509, 1038]
mela-row: ಬಪ್ಪನಾಡು ಪೌರಾಣಿಕ - ಪದ್ಮಾವತಿ bbox=[65, 1801, 170, 1813]
cyan-dot-icon bbox=[1375, 2342, 1391, 2359]
dogs-col: ಐದು ವರ್ಷದೊಳಗಿನ ಮಕ್ಕಳಲ್ಲಿ ಕಂಡುಬರುವ ನ್ಯೂಮೋನಿಯಾ ಪ್ರಕರಣಗಳನ್ನು ತಡೆಗಟ್ಟಲು ಜಾಗೃತಿ ಅಭಿಯಾನ ನಡೆಸಲಾಗುತ್ತಿದ್ದು, ನ.12 ರಿಂದ 2026ರ ಫೆಬ್ರವರಿ 28ರ ವರೆಗೆ ಅಭಿಯಾನ ನಡೆಯಲಿದೆ. bbox=[1125, 1552, 1307, 1638]
mela-row: ಸನಾತನ ಶಿವಾಲಯ ಕಟ್ಟಡ ಮಕ್ಕಳ, ಕೆಳ್ಳಬ್ಬೂರು bbox=[65, 1494, 210, 1506]
kirusuddi-label: ಕಿರುಸುದ್ದಿ bbox=[129, 181, 205, 212]
